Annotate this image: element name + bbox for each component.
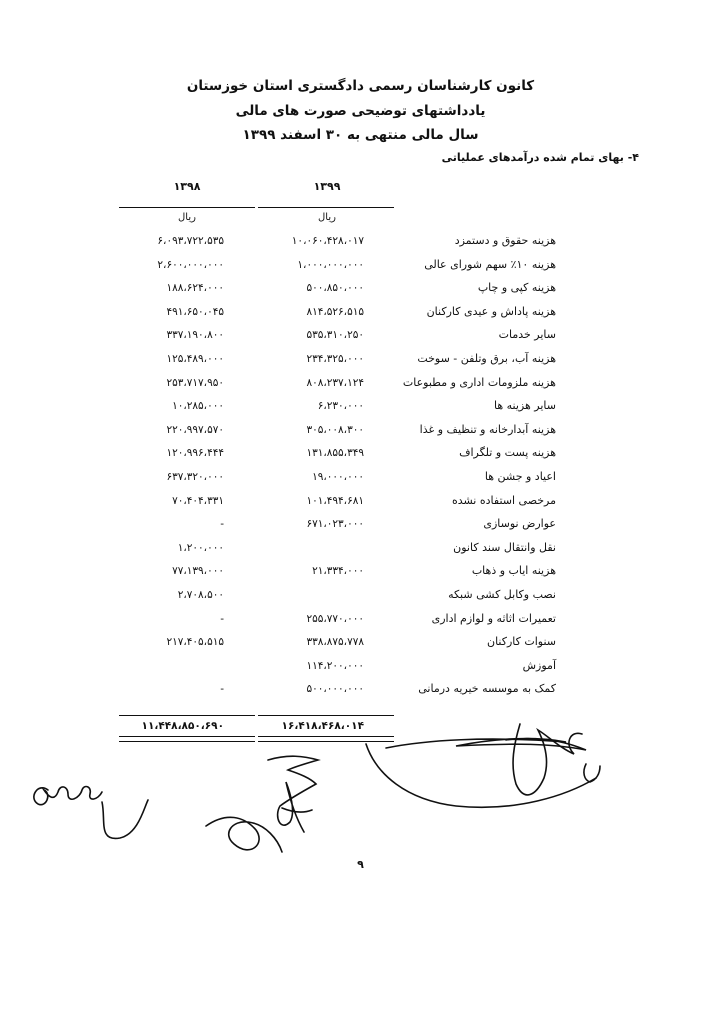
row-value-previous: ۲۱۷،۴۰۵،۵۱۵ (166, 636, 224, 649)
row-value-current: ۵۰۰،۸۵۰،۰۰۰ (306, 282, 364, 295)
signature-2-loop (206, 817, 282, 852)
table-row (0, 608, 721, 632)
row-label: هزینه حقوق و دستمزد (454, 234, 556, 247)
row-value-current: ۳۳۸،۸۷۵،۷۷۸ (306, 636, 364, 649)
row-value-current: ۶،۲۳۰،۰۰۰ (317, 400, 364, 413)
row-value-current: ۶۷۱،۰۲۳،۰۰۰ (306, 518, 364, 531)
page-number: ۹ (357, 858, 364, 871)
row-value-previous: ۲،۷۰۸،۵۰۰ (177, 588, 224, 601)
signature-4 (513, 724, 582, 795)
signature-2-stroke (282, 808, 312, 812)
total-current: ۱۶،۴۱۸،۴۶۸،۰۱۴ (281, 720, 364, 732)
table-row (0, 372, 721, 396)
row-value-previous: ۱۸۸،۶۲۴،۰۰۰ (166, 282, 224, 295)
signature-3 (366, 744, 596, 807)
row-value-previous: ۱،۲۰۰،۰۰۰ (177, 541, 224, 554)
organization-title: کانون کارشناسان رسمی دادگستری استان خوزستان (186, 78, 535, 94)
row-value-current: ۵۰۰،۰۰۰،۰۰۰ (306, 683, 364, 696)
signature-2 (268, 756, 318, 832)
column-year-previous: ۱۳۹۸ (173, 180, 201, 193)
total-rule-previous (119, 715, 255, 716)
unit-current: ریال (318, 212, 336, 223)
row-label: هزینه پست و تلگراف (459, 446, 556, 460)
row-label: هزینه ایاب و ذهاب (471, 564, 556, 578)
row-label: مرخصی استفاده نشده (451, 493, 556, 507)
table-row (0, 419, 721, 443)
cost-table (0, 230, 721, 702)
row-value-current: ۱،۰۰۰،۰۰۰،۰۰۰ (297, 258, 364, 271)
row-value-current: ۱۳۱،۸۵۵،۳۴۹ (306, 447, 364, 460)
table-row (0, 584, 721, 608)
row-label: هزینه آبدارخانه و تنظیف و غذا (419, 422, 556, 436)
table-row (0, 466, 721, 490)
column-rule-current (258, 207, 394, 208)
document-subtitle: یادداشتهای توضیحی صورت های مالی (235, 103, 486, 119)
row-value-previous: ۱۲۰،۹۹۶،۴۴۴ (166, 447, 224, 460)
row-value-previous: ۱۰،۲۸۵،۰۰۰ (172, 400, 224, 413)
table-row (0, 254, 721, 278)
column-year-current: ۱۳۹۹ (313, 180, 341, 193)
table-row (0, 348, 721, 372)
total-previous: ۱۱،۴۴۸،۸۵۰،۶۹۰ (141, 720, 224, 732)
table-row (0, 442, 721, 466)
row-value-previous: ۷۰،۴۰۴،۳۳۱ (172, 494, 224, 507)
row-label: نصب وکابل کشی شبکه (448, 587, 556, 601)
row-label: هزینه ملزومات اداری و مطبوعات (402, 375, 556, 389)
table-row (0, 277, 721, 301)
row-value-previous: ۲،۶۰۰،۰۰۰،۰۰۰ (157, 258, 224, 271)
row-value-previous: ۱۲۵،۴۸۹،۰۰۰ (166, 352, 224, 365)
row-value-current: ۳۰۵،۰۰۸،۳۰۰ (306, 423, 364, 436)
row-label: نقل وانتقال سند کانون (453, 540, 556, 554)
unit-previous: ریال (178, 212, 196, 223)
table-row (0, 513, 721, 537)
signature-1 (34, 787, 102, 805)
row-value-current: ۱۹،۰۰۰،۰۰۰ (312, 470, 364, 483)
row-label: هزینه آب، برق وتلفن - سوخت (417, 351, 556, 365)
row-value-current: ۸۰۸،۲۳۷،۱۲۴ (306, 376, 364, 389)
row-value-previous: ۶۳۷،۳۲۰،۰۰۰ (166, 470, 224, 483)
row-label: تعمیرات اثاثه و لوازم اداری (431, 611, 556, 625)
row-value-previous: - (220, 612, 224, 625)
row-label: سایر هزینه ها (494, 399, 556, 413)
row-value-current: ۱۰،۰۶۰،۴۲۸،۰۱۷ (291, 235, 364, 247)
table-row (0, 655, 721, 679)
row-label: عوارض نوسازی (483, 517, 556, 531)
table-row (0, 230, 721, 254)
signature-4-mark (584, 764, 600, 782)
row-value-previous: ۲۲۰،۹۹۷،۵۷۰ (166, 423, 224, 436)
column-rule-previous (119, 207, 255, 208)
row-value-previous: ۲۵۳،۷۱۷،۹۵۰ (166, 376, 224, 389)
total-rule-current (258, 715, 394, 716)
row-label: سنوات کارکنان (486, 635, 556, 649)
row-value-previous: ۷۷،۱۳۹،۰۰۰ (172, 565, 224, 578)
row-value-current: ۱۰۱،۴۹۴،۶۸۱ (306, 494, 364, 507)
table-row (0, 631, 721, 655)
row-label: کمک به موسسه خیریه درمانی (418, 682, 556, 696)
row-value-previous: - (220, 683, 224, 696)
row-label: هزینه کپی و چاپ (477, 281, 556, 295)
row-value-previous: ۶،۰۹۳،۷۲۲،۵۳۵ (157, 235, 224, 247)
row-label: آموزش (522, 658, 556, 672)
row-label: سایر خدمات (498, 328, 556, 342)
row-label: هزینه پاداش و عیدی کارکنان (426, 304, 556, 318)
fiscal-period: سال مالی منتهی به ۳۰ اسفند ۱۳۹۹ (242, 127, 479, 143)
row-value-current: ۵۳۵،۳۱۰،۲۵۰ (306, 329, 364, 342)
row-value-current: ۱۱۴،۲۰۰،۰۰۰ (306, 659, 364, 672)
row-value-previous: ۴۹۱،۶۵۰،۰۴۵ (166, 305, 224, 318)
row-value-current: ۲۱،۳۳۴،۰۰۰ (312, 565, 364, 578)
section-title: ۴- بهای تمام شده درآمدهای عملیاتی (441, 151, 639, 164)
row-value-previous: ۳۳۷،۱۹۰،۸۰۰ (166, 329, 224, 342)
signature-3-scribble (386, 738, 586, 750)
signatures (0, 720, 721, 860)
table-row (0, 324, 721, 348)
table-row (0, 301, 721, 325)
row-value-current: ۲۵۵،۷۷۰،۰۰۰ (306, 612, 364, 625)
table-row (0, 560, 721, 584)
table-row (0, 490, 721, 514)
table-row (0, 395, 721, 419)
row-value-previous: - (220, 518, 224, 531)
row-value-current: ۸۱۴،۵۲۶،۵۱۵ (306, 305, 364, 318)
table-row (0, 678, 721, 702)
row-label: اعیاد و جشن ها (484, 469, 556, 483)
row-value-current: ۲۳۴،۳۲۵،۰۰۰ (306, 352, 364, 365)
table-row (0, 537, 721, 561)
row-label: هزینه ۱۰٪ سهم شورای عالی (424, 257, 556, 271)
signature-1-tail (102, 800, 148, 838)
